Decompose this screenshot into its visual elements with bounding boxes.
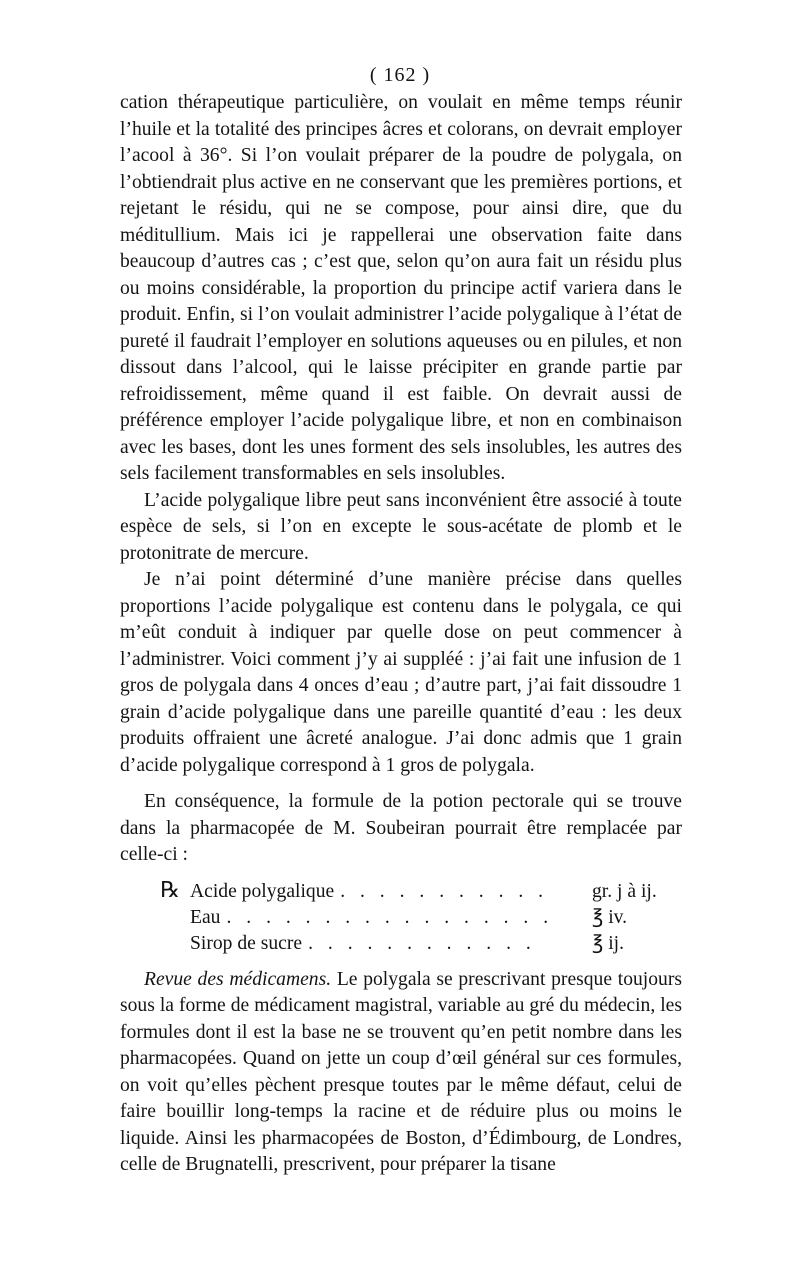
paragraph-1: cation thérapeutique particulière, on voulait en même temps réunir l’huile et la totalité des principes âcres et colorans, on devrait employer l’acool à 36°. Si l’on voulait préparer de la poudre de polygala, on l’obtiendrait plus active en ne conservant que les premières portions, et rejetant le résidu, qui ne se compose, pour ainsi dire, que du méditullium. Mais ici je rappellerai une observation faite dans beaucoup d’autres cas ; c’est que, selon qu’on aura fait un résidu plus ou moins considérable, la proportion du principe actif variera dans le produit. Enfin, si l’on voulait administrer l’acide polygalique à l’état de pureté il faudrait l’employer en solutions aqueuses ou en pilules, et non dissout dans l’alcool, qui le laisse précipiter en grande partie par refroidissement, même quand il est faible. On devrait aussi de préférence employer l’acide polygalique libre, et non en combinaison avec les bases, dont les unes forment des sels insolubles, les autres des sels facilement transformables en sels insolubles. <box>120 92 682 484</box>
recipe-dose: ℥ ij. <box>592 932 625 954</box>
recipe-leader-dots: . . . . . . . . . . . . . . . . . <box>226 906 554 928</box>
recipe-row <box>120 931 682 957</box>
recipe-symbol: ℞ <box>160 876 180 902</box>
recipe-leader-dots: . . . . . . . . . . . . <box>308 932 536 954</box>
paragraph-2: L’acide polygalique libre peut sans inconvénient être associé à toute espèce de sels, si l’on en excepte le sous-acétate de plomb et le protonitrate de mercure. <box>120 489 682 564</box>
recipe-ingredient: Eau <box>190 906 221 928</box>
paragraph-5-text: Le polygala se prescrivant presque toujours sous la forme de médicament magistral, variable au gré du médecin, les formules dont il est la base ne se trouvent qu’en petit nombre dans les pharmacopées. Quand on jette un coup d’œil général sur ces formules, on voit qu’elles pèchent presque toutes par le même défaut, celui de faire bouillir long-temps la racine et de réduire plus ou moins le liquide. Ainsi les pharmacopées de Boston, d’Édimbourg, de Londres, celle de Brugnatelli, prescrivent, pour préparer la tisane <box>120 968 682 1175</box>
recipe-dose: gr. j à ij. <box>592 880 657 902</box>
paragraph-5 <box>120 967 682 1179</box>
page-number: ( 162 ) <box>369 64 431 86</box>
recipe-ingredient: Acide polygalique <box>190 880 335 902</box>
paragraph-3: Je n’ai point déterminé d’une manière précise dans quelles proportions l’acide polygalique est contenu dans le polygala, ce qui m’eût conduit à indiquer par quelle dose on peut commencer à l’administrer. Voici comment j’y ai suppléé : j’ai fait une infusion de 1 gros de polygala dans 4 onces d’eau ; d’autre part, j’ai fait dissoudre 1 grain d’acide polygalique dans une pareille quantité d’eau : les deux produits offraient une âcreté analogue. J’ai donc admis que 1 grain d’acide polygalique correspond à 1 gros de polygala. <box>120 569 682 776</box>
page-body <box>120 90 682 1179</box>
recipe-dose: ℥ iv. <box>592 906 628 928</box>
section-heading: Revue des médicamens. <box>144 968 332 990</box>
recipe-leader-dots: . . . . . . . . . . . <box>340 880 549 902</box>
recipe-ingredient: Sirop de sucre <box>190 932 303 954</box>
paragraph-4: En conséquence, la formule de la potion pectorale qui se trouve dans la pharmacopée de M. Soubeiran pourrait être remplacée par celle-ci : <box>120 791 682 865</box>
recipe-row <box>120 905 682 931</box>
recipe-formula <box>120 877 682 957</box>
recipe-row <box>120 877 682 905</box>
